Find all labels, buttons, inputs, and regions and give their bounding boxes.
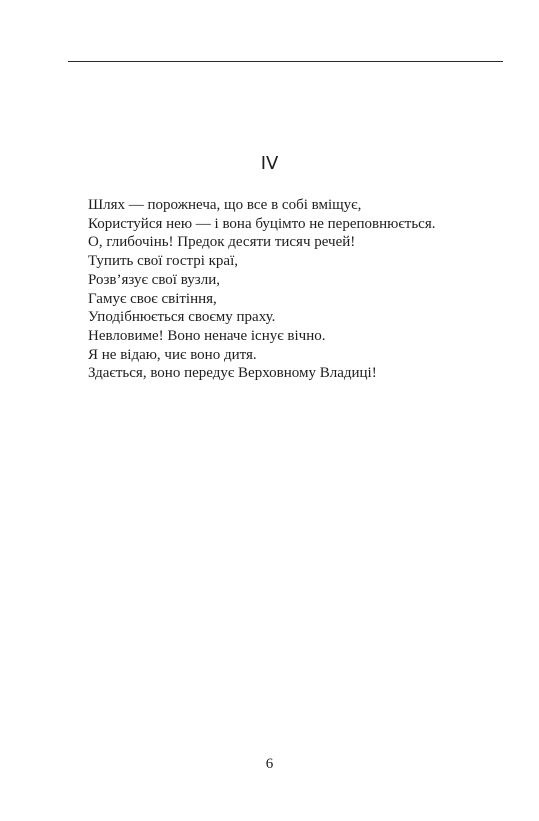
poem-line: Здається, воно передує Верховному Владиці! bbox=[88, 365, 377, 382]
poem-line: Невловиме! Воно неначе існує вічно. bbox=[88, 327, 326, 344]
section-heading: IV bbox=[260, 153, 279, 174]
poem-stanza bbox=[88, 196, 518, 383]
page-number: 6 bbox=[265, 756, 274, 772]
poem-line: Уподібнюється своєму праху. bbox=[88, 309, 276, 326]
poem-line: О, глибочінь! Предок десяти тисяч речей! bbox=[88, 234, 356, 251]
poem-line: Я не відаю, чиє воно дитя. bbox=[88, 346, 257, 363]
header-rule bbox=[68, 61, 503, 62]
poem-line: Шлях — порожнеча, що все в собі вміщує, bbox=[88, 197, 362, 213]
poem-line: Гамує своє світіння, bbox=[88, 290, 217, 307]
poem-line: Розв’язує свої вузли, bbox=[88, 271, 220, 288]
poem-line: Користуйся нею — і вона буцімто не переповнюється. bbox=[88, 215, 436, 232]
poem-line: Тупить свої гострі краї, bbox=[88, 253, 238, 270]
